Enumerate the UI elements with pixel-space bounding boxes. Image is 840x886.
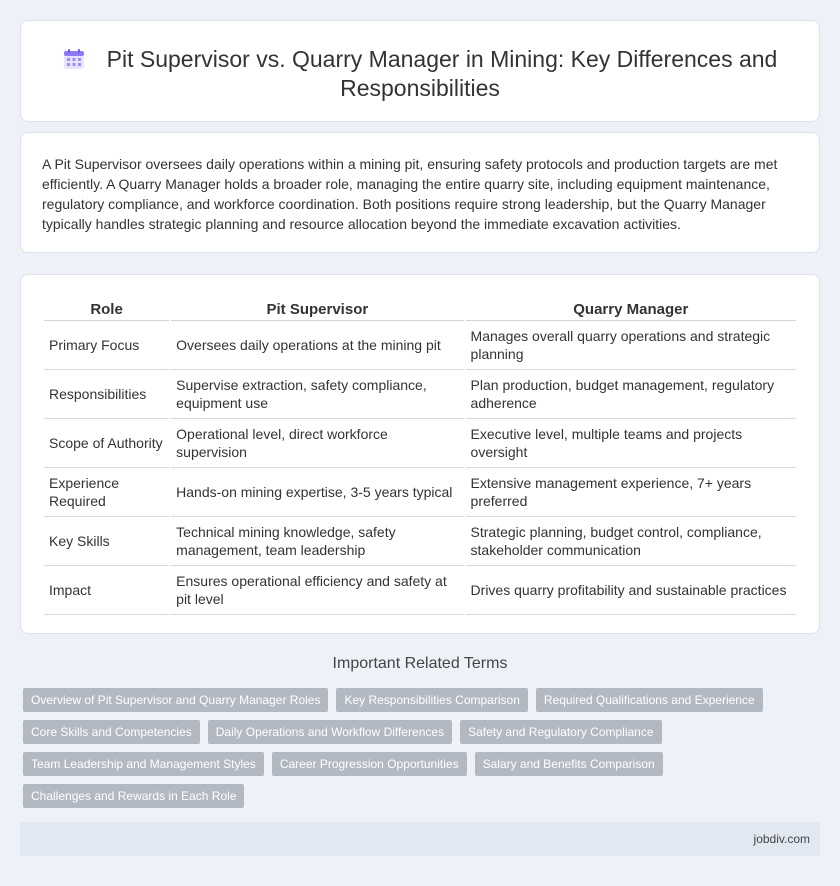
header-quarry-manager: Quarry Manager xyxy=(466,293,796,321)
related-terms-list xyxy=(23,688,803,816)
quarry-manager-cell: Plan production, budget management, regulatory adherence xyxy=(466,370,796,419)
row-label: Key Skills xyxy=(44,517,169,566)
related-term-tag[interactable]: Team Leadership and Management Styles xyxy=(23,752,264,776)
page-title-row xyxy=(21,45,819,103)
header-role: Role xyxy=(44,293,169,321)
row-label: Responsibilities xyxy=(44,370,169,419)
table-row xyxy=(44,370,796,419)
footer xyxy=(20,822,820,856)
pit-supervisor-cell: Supervise extraction, safety compliance, equipment use xyxy=(171,370,463,419)
row-label: Primary Focus xyxy=(44,321,169,370)
row-label: Experience Required xyxy=(44,468,169,517)
row-label: Scope of Authority xyxy=(44,419,169,468)
pit-supervisor-cell: Oversees daily operations at the mining pit xyxy=(171,321,463,370)
related-term-tag[interactable]: Salary and Benefits Comparison xyxy=(475,752,663,776)
related-term-tag[interactable]: Daily Operations and Workflow Differences xyxy=(208,720,452,744)
table-header-row xyxy=(44,293,796,321)
comparison-card xyxy=(20,274,820,634)
quarry-manager-cell: Drives quarry profitability and sustainable practices xyxy=(466,566,796,615)
pit-supervisor-cell: Hands-on mining expertise, 3-5 years typical xyxy=(171,468,463,517)
table-row xyxy=(44,517,796,566)
quarry-manager-cell: Executive level, multiple teams and projects oversight xyxy=(466,419,796,468)
pit-supervisor-cell: Operational level, direct workforce supervision xyxy=(171,419,463,468)
page-title: Pit Supervisor vs. Quarry Manager in Mining: Key Differences and Responsibilities xyxy=(106,46,778,101)
comparison-table xyxy=(42,293,798,615)
related-term-tag[interactable]: Overview of Pit Supervisor and Quarry Manager Roles xyxy=(23,688,328,712)
related-terms-heading: Important Related Terms xyxy=(332,655,508,672)
title-card xyxy=(20,20,820,122)
header-pit-supervisor: Pit Supervisor xyxy=(171,293,463,321)
row-label: Impact xyxy=(44,566,169,615)
pit-supervisor-cell: Technical mining knowledge, safety management, team leadership xyxy=(171,517,463,566)
related-term-tag[interactable]: Career Progression Opportunities xyxy=(272,752,467,776)
table-row xyxy=(44,321,796,370)
quarry-manager-cell: Strategic planning, budget control, compliance, stakeholder communication xyxy=(466,517,796,566)
related-term-tag[interactable]: Safety and Regulatory Compliance xyxy=(460,720,661,744)
table-row xyxy=(44,566,796,615)
pit-supervisor-cell: Ensures operational efficiency and safety at pit level xyxy=(171,566,463,615)
quarry-manager-cell: Manages overall quarry operations and strategic planning xyxy=(466,321,796,370)
footer-site-link[interactable]: jobdiv.com xyxy=(753,832,810,846)
table-row xyxy=(44,468,796,517)
table-row xyxy=(44,419,796,468)
intro-card xyxy=(20,132,820,253)
calendar-icon xyxy=(63,48,85,70)
related-term-tag[interactable]: Key Responsibilities Comparison xyxy=(336,688,527,712)
related-term-tag[interactable]: Challenges and Rewards in Each Role xyxy=(23,784,244,808)
related-term-tag[interactable]: Required Qualifications and Experience xyxy=(536,688,763,712)
quarry-manager-cell: Extensive management experience, 7+ years preferred xyxy=(466,468,796,517)
intro-paragraph: A Pit Supervisor oversees daily operations within a mining pit, ensuring safety protocols and production targets are met efficiently. A Quarry Manager holds a broader role, managing the entire quarry site, including equipment maintenance, regulatory compliance, and workforce coordination. Both positions require strong leadership, but the Quarry Manager typically handles strategic planning and resource allocation beyond the immediate excavation activities. xyxy=(42,156,778,232)
related-term-tag[interactable]: Core Skills and Competencies xyxy=(23,720,200,744)
